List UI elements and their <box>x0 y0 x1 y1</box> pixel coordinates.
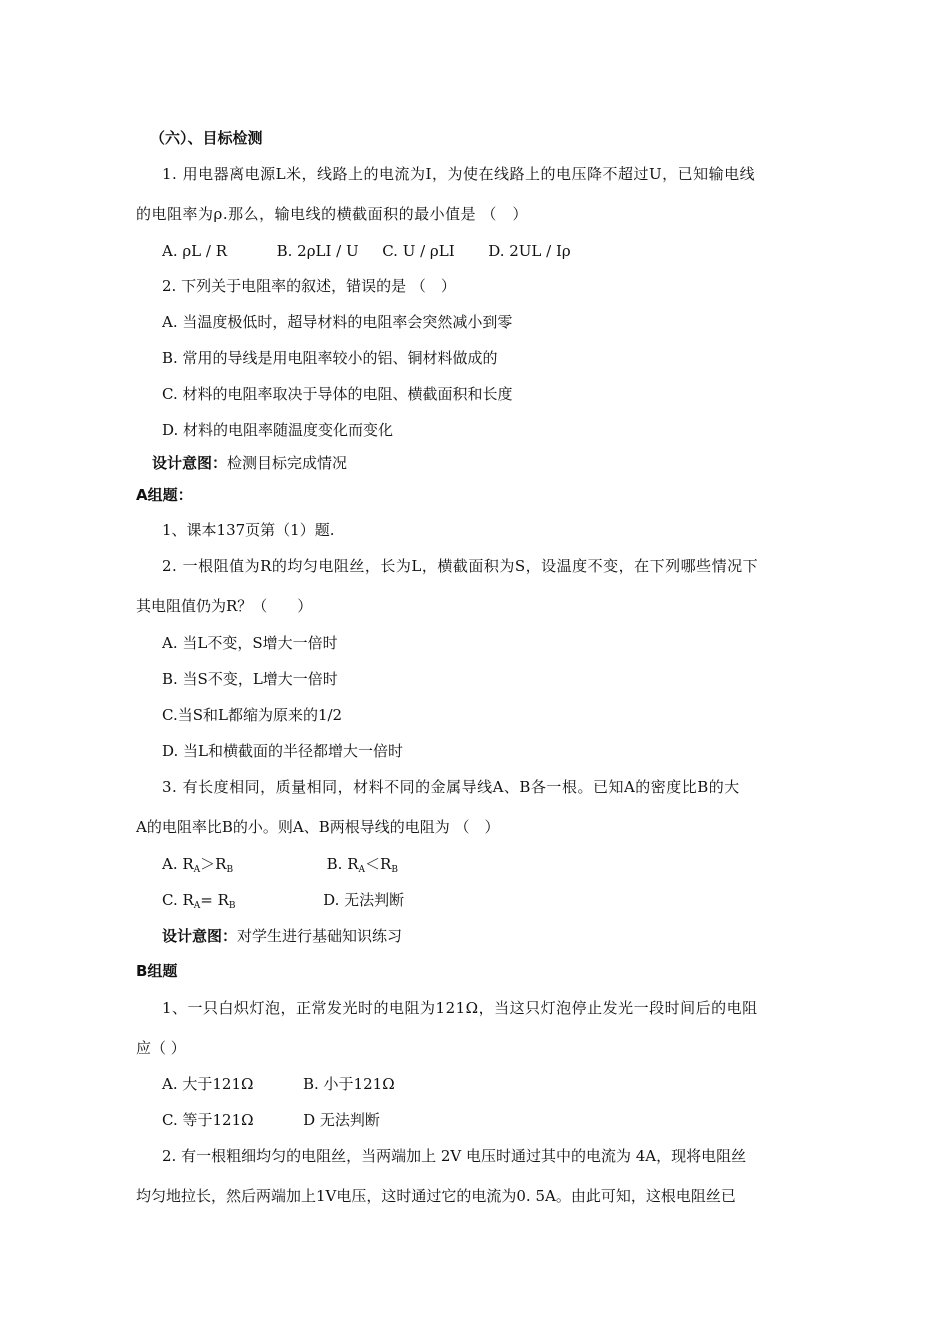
group-b-q1-options-ab <box>162 1074 830 1094</box>
group-b-q1-option-d: D 无法判断 <box>303 1111 380 1129</box>
group-a-q2-option-a: A. 当L不变，S增大一倍时 <box>162 634 338 652</box>
q1-option-b: B. 2ρLI / U <box>276 242 359 260</box>
q2-option-a: A. 当温度极低时，超导材料的电阻率会突然减小到零 <box>162 313 513 331</box>
group-b-q1-option-a: A. 大于121Ω <box>162 1075 254 1093</box>
q1-stem-line2: 的电阻率为ρ.那么，输电线的横截面积的最小值是 （ ） <box>136 205 528 223</box>
group-a-q3-option-b: B. $R_A<R_B$ <box>326 855 398 875</box>
q2-option-b: B. 常用的导线是用电阻率较小的铝、铜材料做成的 <box>162 349 498 367</box>
group-a-q3-line2: A的电阻率比B的小。则A、B两根导线的电阻为 （ ） <box>136 818 500 836</box>
group-a-q2-option-c: C.当S和L都缩为原来的1/2 <box>162 706 343 724</box>
group-a-q2-option-d: D. 当L和横截面的半径都增大一倍时 <box>162 742 403 760</box>
q1-options <box>162 241 830 261</box>
group-b-q1-line2: 应（ ） <box>136 1039 186 1057</box>
group-b-q2-line1: 2. 有一根粗细均匀的电阻丝，当两端加上 2V 电压时通过其中的电流为 4A，现将电阻丝 <box>162 1147 747 1165</box>
group-b-q2-line2: 均匀地拉长，然后两端加上1V电压，这时通过它的电流为0. 5A。由此可知，这根电阻丝已 <box>136 1187 736 1205</box>
group-b-q1-option-b: B. 小于121Ω <box>303 1075 395 1093</box>
q1-stem-line1: 1. 用电器离电源L米，线路上的电流为I，为使在线路上的电压降不超过U，已知输电线 <box>162 165 756 183</box>
q1-option-d: D. 2UL / Iρ <box>488 242 571 260</box>
design-intent-text: 检测目标完成情况 <box>227 454 348 472</box>
group-a-q3-option-d: D. 无法判断 <box>323 891 405 909</box>
group-b-title: B组题 <box>136 962 178 980</box>
q2-option-c: C. 材料的电阻率取决于导体的电阻、横截面积和长度 <box>162 385 513 403</box>
design-intent-label: 设计意图： <box>152 454 228 472</box>
group-a-q3-line1: 3. 有长度相同，质量相同，材料不同的金属导线A、B各一根。已知A的密度比B的大 <box>162 778 740 796</box>
group-a-q2-line2: 其电阻值仍为R？（ ） <box>136 597 313 615</box>
group-b-q1-line1: 1、一只白炽灯泡，正常发光时的电阻为121Ω，当这只灯泡停止发光一段时间后的电阻 <box>162 999 758 1017</box>
design-intent-text: 对学生进行基础知识练习 <box>237 927 403 945</box>
group-a-title: A组题： <box>136 486 193 504</box>
q2-stem: 2. 下列关于电阻率的叙述，错误的是 （ ） <box>162 277 456 295</box>
design-intent-1 <box>152 453 830 473</box>
group-a-q2-option-b: B. 当S不变，L增大一倍时 <box>162 670 338 688</box>
q1-option-a: A. ρL / R <box>162 242 228 260</box>
group-a-q3-options-ab <box>162 854 830 880</box>
group-a-item-1: 1、课本137页第（1）题. <box>162 521 335 539</box>
design-intent-label: 设计意图： <box>162 927 238 945</box>
q1-option-c: C. U / ρLI <box>382 242 455 260</box>
group-b-q1-options-cd <box>162 1110 830 1130</box>
group-a-q3-options-cd <box>162 890 830 916</box>
group-a-q3-option-c: C. $R_A= R_B$ <box>162 891 236 911</box>
group-a-q3-option-a: A. $R_A>R_B$ <box>162 855 234 875</box>
section-title: （六）、目标检测 <box>150 129 263 147</box>
group-a-q2-line1: 2. 一根阻值为R的均匀电阻丝，长为L，横截面积为S，设温度不变，在下列哪些情况下 <box>162 557 759 575</box>
design-intent-2 <box>162 926 830 946</box>
group-b-q1-option-c: C. 等于121Ω <box>162 1111 254 1129</box>
q2-option-d: D. 材料的电阻率随温度变化而变化 <box>162 421 394 439</box>
